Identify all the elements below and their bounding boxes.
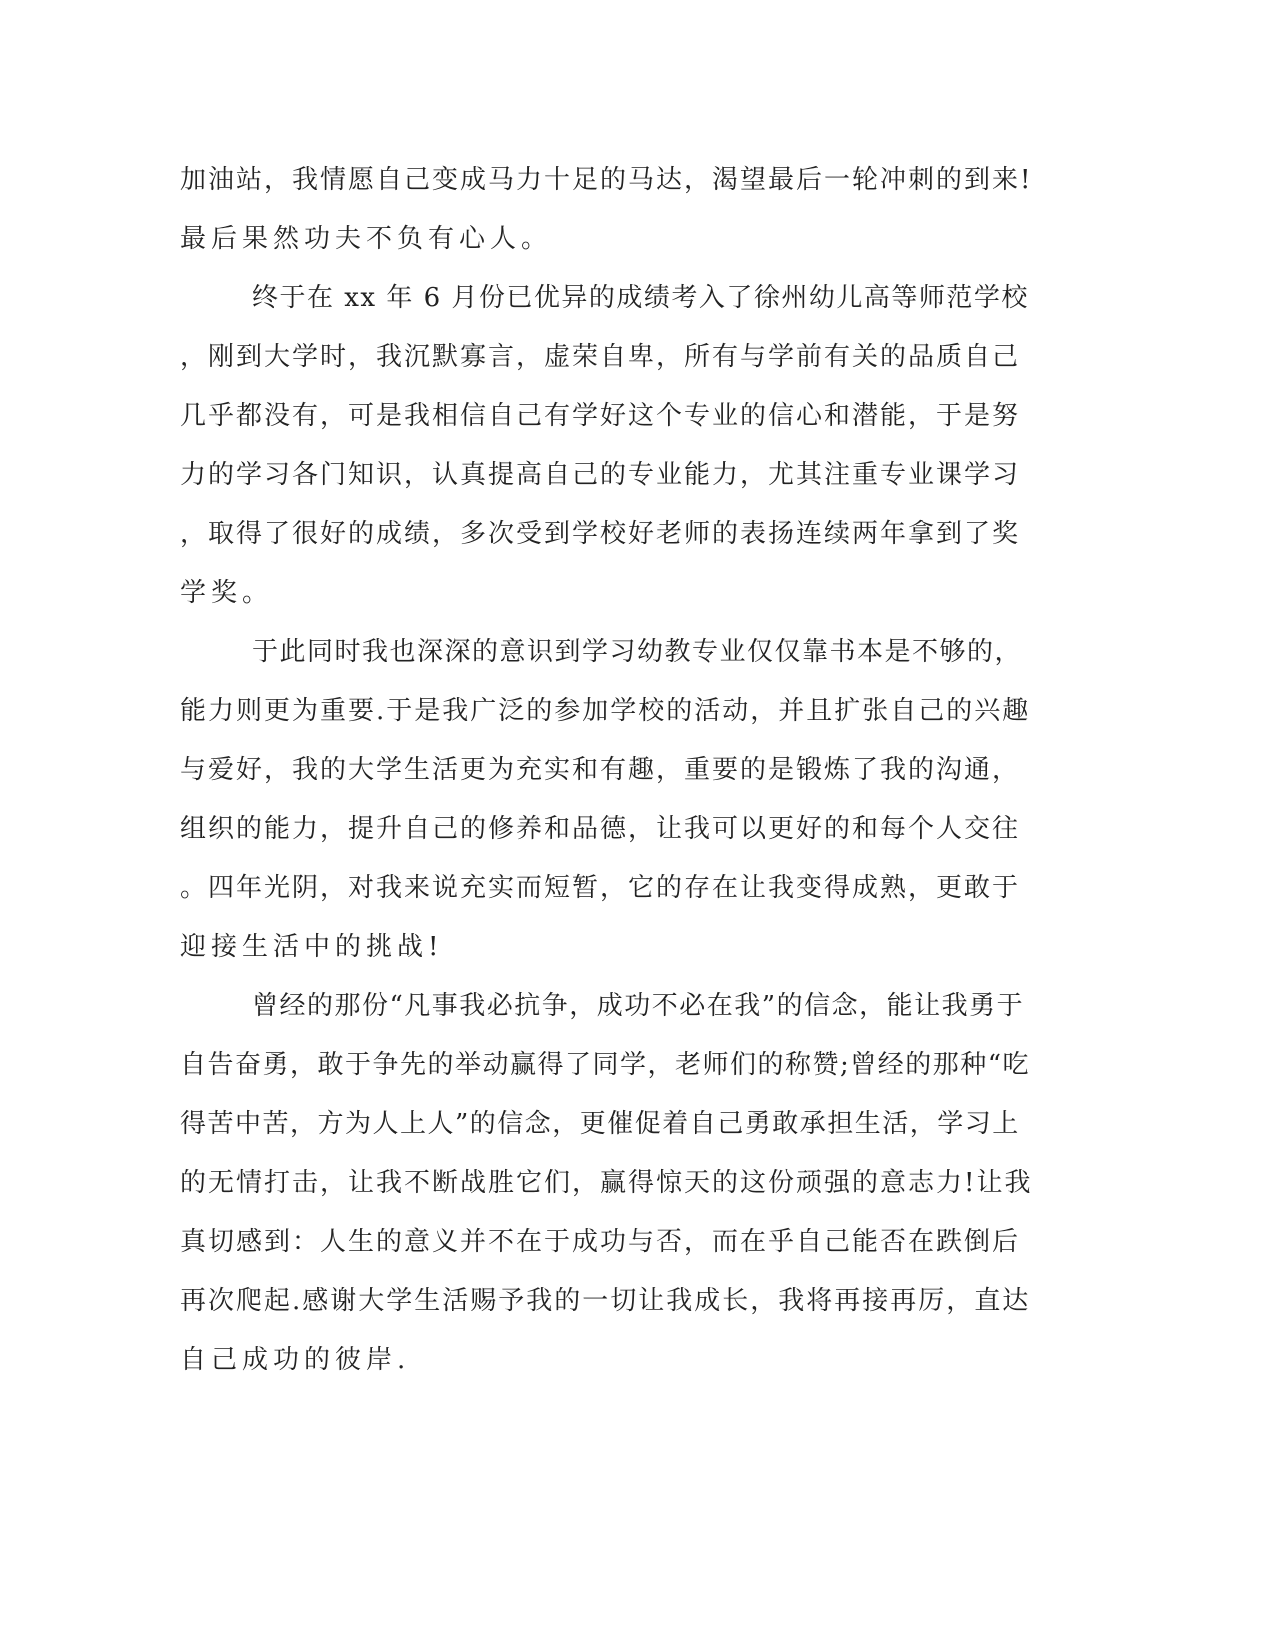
text-line: 于此同时我也深深的意识到学习幼教专业仅仅靠书本是不够的， [252, 637, 1023, 667]
text-line: 力的学习各门知识，认真提高自己的专业能力，尤其注重专业课学习 [180, 460, 1021, 490]
text-line: 最后果然功夫不负有心人。 [180, 224, 553, 254]
text-line: 与爱好，我的大学生活更为充实和有趣，重要的是锻炼了我的沟通， [180, 755, 1021, 785]
text-line: 加油站，我情愿自己变成马力十足的马达，渴望最后一轮冲刺的到来! [180, 165, 1033, 195]
text-line: 得苦中苦，方为人上人”的信念，更催促着自己勇敢承担生活，学习上 [180, 1109, 1020, 1139]
text-line: ，刚到大学时，我沉默寡言，虚荣自卑，所有与学前有关的品质自己 [180, 342, 1021, 372]
text-line: 终于在 xx 年 6 月份已优异的成绩考入了徐州幼儿高等师范学校 [252, 283, 1029, 313]
text-line: 自告奋勇，敢于争先的举动赢得了同学，老师们的称赞;曾经的那种“吃 [180, 1050, 1031, 1080]
text-line: 。四年光阴，对我来说充实而短暂，它的存在让我变得成熟，更敢于 [180, 873, 1021, 903]
text-line: 几乎都没有，可是我相信自己有学好这个专业的信心和潜能，于是努 [180, 401, 1021, 431]
text-line: 能力则更为重要.于是我广泛的参加学校的活动，并且扩张自己的兴趣 [180, 696, 1031, 726]
text-line: 真切感到：人生的意义并不在于成功与否，而在乎自己能否在跌倒后 [180, 1227, 1021, 1257]
text-line: 自己成功的彼岸. [180, 1345, 411, 1375]
text-line: 再次爬起.感谢大学生活赐予我的一切让我成长，我将再接再厉，直达 [180, 1286, 1031, 1316]
text-line: ，取得了很好的成绩，多次受到学校好老师的表扬连续两年拿到了奖 [180, 519, 1021, 549]
text-line: 迎接生活中的挑战! [180, 932, 444, 962]
text-line: 组织的能力，提升自己的修养和品德，让我可以更好的和每个人交往 [180, 814, 1021, 844]
text-line: 的无情打击，让我不断战胜它们，赢得惊天的这份顽强的意志力!让我 [180, 1168, 1033, 1198]
text-line: 曾经的那份“凡事我必抗争，成功不必在我”的信念，能让我勇于 [252, 991, 1025, 1021]
text-line: 学奖。 [180, 578, 274, 608]
